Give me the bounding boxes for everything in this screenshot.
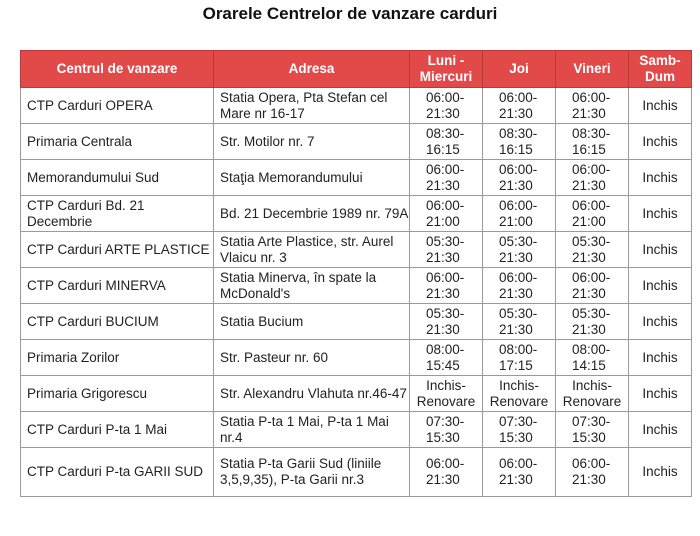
cell-centru: Primaria Grigorescu <box>21 376 214 412</box>
cell-luni-miercuri: 05:30-21:30 <box>410 304 483 340</box>
column-header-centru: Centrul de vanzare <box>21 51 214 88</box>
cell-samb-dum: Inchis <box>629 268 692 304</box>
cell-centru: Primaria Centrala <box>21 124 214 160</box>
cell-luni-miercuri: 06:00-21:30 <box>410 88 483 124</box>
cell-centru: CTP Carduri OPERA <box>21 88 214 124</box>
cell-adresa: Bd. 21 Decembrie 1989 nr. 79A <box>214 196 410 232</box>
cell-vineri: 06:00-21:00 <box>556 196 629 232</box>
cell-centru: CTP Carduri BUCIUM <box>21 304 214 340</box>
column-header-joi: Joi <box>483 51 556 88</box>
table-row <box>21 304 692 340</box>
table-row <box>21 196 692 232</box>
table-row <box>21 268 692 304</box>
cell-joi: 06:00-21:30 <box>483 88 556 124</box>
page-title: Orarele Centrelor de vanzare carduri <box>202 4 498 23</box>
table-row <box>21 88 692 124</box>
cell-luni-miercuri: 08:30-16:15 <box>410 124 483 160</box>
table-row <box>21 340 692 376</box>
cell-joi: 06:00-21:30 <box>483 448 556 497</box>
cell-samb-dum: Inchis <box>629 304 692 340</box>
cell-luni-miercuri: 06:00-21:00 <box>410 196 483 232</box>
table-row <box>21 124 692 160</box>
cell-adresa: Statia Opera, Pta Stefan cel Mare nr 16-17 <box>214 88 410 124</box>
cell-adresa: Statia P-ta 1 Mai, P-ta 1 Mai nr.4 <box>214 412 410 448</box>
table-row <box>21 412 692 448</box>
column-header-adresa: Adresa <box>214 51 410 88</box>
cell-centru: CTP Carduri P-ta GARII SUD <box>21 448 214 497</box>
cell-centru: CTP Carduri ARTE PLASTICE <box>21 232 214 268</box>
cell-adresa: Statia Minerva, în spate la McDonald's <box>214 268 410 304</box>
cell-luni-miercuri: 06:00-21:30 <box>410 448 483 497</box>
cell-vineri: 06:00-21:30 <box>556 268 629 304</box>
cell-luni-miercuri: 06:00-21:30 <box>410 160 483 196</box>
cell-joi: 05:30-21:30 <box>483 304 556 340</box>
table-header-row <box>21 51 692 88</box>
cell-luni-miercuri: 05:30-21:30 <box>410 232 483 268</box>
cell-joi: 05:30-21:30 <box>483 232 556 268</box>
cell-samb-dum: Inchis <box>629 196 692 232</box>
cell-samb-dum: Inchis <box>629 412 692 448</box>
table-row <box>21 448 692 497</box>
cell-adresa: Statia Bucium <box>214 304 410 340</box>
cell-adresa: Statia Arte Plastice, str. Aurel Vlaicu nr. 3 <box>214 232 410 268</box>
cell-vineri: Inchis-Renovare <box>556 376 629 412</box>
cell-centru: Memorandumului Sud <box>21 160 214 196</box>
cell-samb-dum: Inchis <box>629 376 692 412</box>
cell-vineri: 06:00-21:30 <box>556 88 629 124</box>
cell-vineri: 06:00-21:30 <box>556 160 629 196</box>
schedule-table <box>20 50 692 497</box>
cell-samb-dum: Inchis <box>629 448 692 497</box>
cell-luni-miercuri: Inchis-Renovare <box>410 376 483 412</box>
table-row <box>21 160 692 196</box>
cell-vineri: 07:30-15:30 <box>556 412 629 448</box>
column-header-luni-miercuri: Luni - Miercuri <box>410 51 483 88</box>
cell-luni-miercuri: 07:30-15:30 <box>410 412 483 448</box>
cell-centru: Primaria Zorilor <box>21 340 214 376</box>
cell-joi: 08:00-17:15 <box>483 340 556 376</box>
cell-adresa: Str. Motilor nr. 7 <box>214 124 410 160</box>
cell-adresa: Str. Alexandru Vlahuta nr.46-47 <box>214 376 410 412</box>
cell-vineri: 05:30-21:30 <box>556 304 629 340</box>
cell-samb-dum: Inchis <box>629 124 692 160</box>
cell-adresa: Str. Pasteur nr. 60 <box>214 340 410 376</box>
cell-joi: 07:30-15:30 <box>483 412 556 448</box>
cell-adresa: Staţia Memorandumului <box>214 160 410 196</box>
cell-vineri: 05:30-21:30 <box>556 232 629 268</box>
cell-samb-dum: Inchis <box>629 88 692 124</box>
cell-samb-dum: Inchis <box>629 340 692 376</box>
cell-centru: CTP Carduri P-ta 1 Mai <box>21 412 214 448</box>
cell-joi: 06:00-21:30 <box>483 268 556 304</box>
cell-vineri: 08:00-14:15 <box>556 340 629 376</box>
column-header-vineri: Vineri <box>556 51 629 88</box>
cell-centru: CTP Carduri MINERVA <box>21 268 214 304</box>
column-header-samb-dum: Samb- Dum <box>629 51 692 88</box>
cell-joi: 08:30-16:15 <box>483 124 556 160</box>
table-row <box>21 232 692 268</box>
table-row <box>21 376 692 412</box>
cell-vineri: 08:30-16:15 <box>556 124 629 160</box>
cell-samb-dum: Inchis <box>629 160 692 196</box>
cell-joi: Inchis-Renovare <box>483 376 556 412</box>
cell-samb-dum: Inchis <box>629 232 692 268</box>
cell-centru: CTP Carduri Bd. 21 Decembrie <box>21 196 214 232</box>
cell-joi: 06:00-21:30 <box>483 160 556 196</box>
cell-luni-miercuri: 08:00-15:45 <box>410 340 483 376</box>
cell-adresa: Statia P-ta Garii Sud (liniile 3,5,9,35), P-ta Garii nr.3 <box>214 448 410 497</box>
cell-luni-miercuri: 06:00-21:30 <box>410 268 483 304</box>
cell-vineri: 06:00-21:30 <box>556 448 629 497</box>
cell-joi: 06:00-21:00 <box>483 196 556 232</box>
